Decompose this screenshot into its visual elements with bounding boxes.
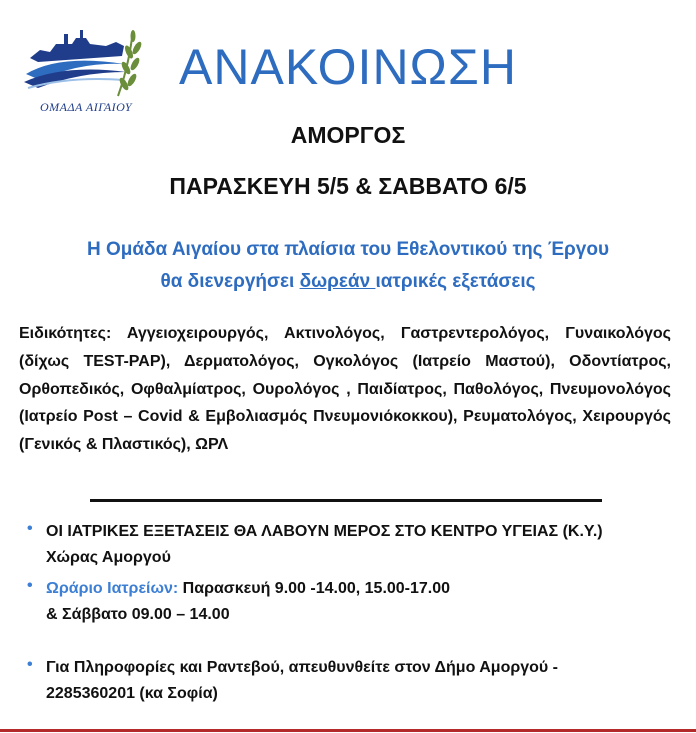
info-line-2: 2285360201 (κα Σοφία)	[46, 685, 218, 702]
bullet-icon: •	[27, 520, 33, 537]
info-line-1: Για Πληροφορίες και Ραντεβού, απευθυνθείτε στον Δήμο Αμοργού -	[46, 659, 558, 676]
location-heading: ΑΜΟΡΓΟΣ	[290, 122, 406, 148]
intro-line-2-start: θα διενεργήσει	[160, 271, 300, 292]
location-bullet	[46, 519, 676, 571]
specialties-paragraph: Ειδικότητες: Αγγειοχειρουργός, Ακτινολόγος, Γαστρεντερολόγος, Γυναικολόγος (δίχως TEST-PAP), Δερματολόγος, Ογκολόγος (Ιατρείο Μαστού), Οδοντίατρος, Ορθοπεδικός, Οφθαλμίατρος, Ουρολόγος , Παιδίατρος, Παθολόγος, Πνευμονολόγος (Ιατρείο Post – Covid & Εμβολιασμός Πνευμονιόκοκκου), Ρευματολόγος, Χειρουργός (Γενικός & Πλαστικός), ΩΡΛ	[19, 325, 671, 454]
location-line-2: Χώρας Αμοργού	[46, 549, 171, 566]
intro-line-2-end: ιατρικές εξετάσεις	[375, 271, 536, 292]
intro-line-1: Η Ομάδα Αιγαίου στα πλαίσια του Εθελοντικού της Έργου	[86, 239, 610, 260]
hours-label: Ωράριο Ιατρείων:	[46, 580, 179, 597]
bottom-rule	[0, 729, 696, 732]
free-emphasis: δωρεάν	[299, 271, 376, 292]
hours-line-2: & Σάββατο 09.00 – 14.00	[46, 606, 230, 623]
hours-line-1: Παρασκευή 9.00 -14.00, 15.00-17.00	[178, 580, 451, 597]
intro-line-2	[0, 271, 696, 293]
logo-text: ΟΜΑΔΑ ΑΙΓΑΙΟΥ	[39, 100, 133, 114]
bullet-icon: •	[27, 577, 33, 594]
announcement-title: ΑΝΑΚΟΙΝΩΣΗ	[179, 39, 517, 95]
hours-bullet	[46, 576, 676, 628]
bullet-icon: •	[27, 656, 33, 673]
section-divider	[90, 499, 602, 502]
location-line-1: ΟΙ ΙΑΤΡΙΚΕΣ ΕΞΕΤΑΣΕΙΣ ΘΑ ΛΑΒΟΥΝ ΜΕΡΟΣ ΣΤΟ ΚΕΝΤΡΟ ΥΓΕΙΑΣ (Κ.Υ.)	[46, 523, 603, 540]
info-bullet	[46, 655, 676, 707]
dates-heading: ΠΑΡΑΣΚΕΥΗ 5/5 & ΣΑΒΒΑΤΟ 6/5	[169, 173, 527, 199]
